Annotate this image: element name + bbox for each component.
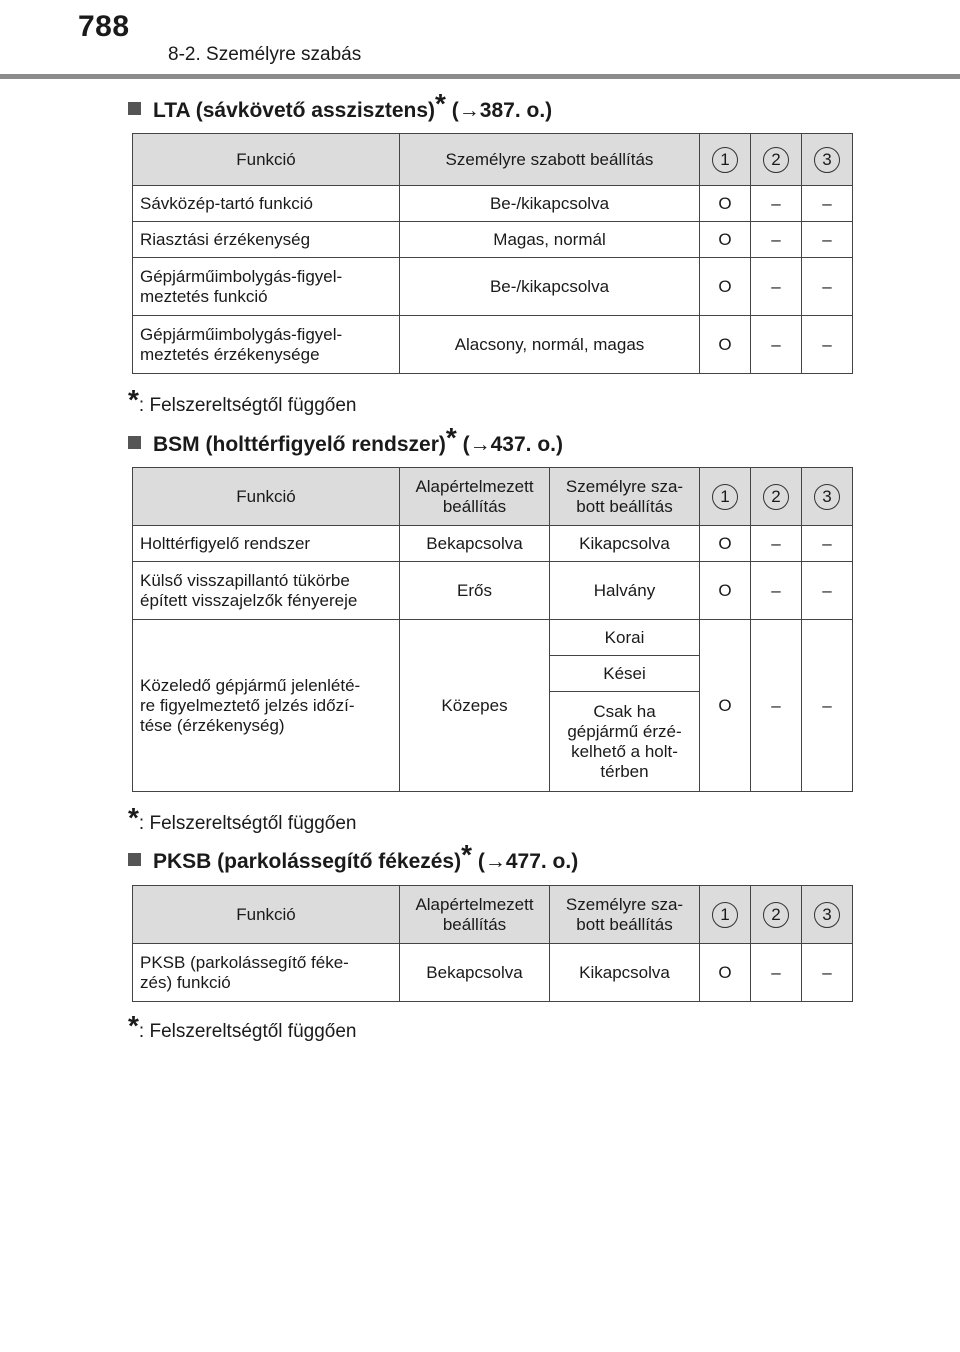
table-header-row [133,468,853,526]
cell-c1: O [700,186,751,222]
cell-default: Bekapcsolva [400,526,550,562]
cell-function: Külső visszapillantó tükörbe épített visszajelzők fényereje [133,562,400,620]
cell-c2: – [751,316,802,374]
bullet-square-icon [128,436,141,449]
header-custom-setting: Személyre szabott beállítás [400,134,700,186]
circled-1-icon: 1 [712,147,738,173]
footnote-text: : Felszereltségtől függően [138,813,357,834]
header-default: Alapértelmezett beállítás [400,886,550,944]
table-header-row [133,886,853,944]
section-heading-pksb [128,839,579,875]
footnote-text: : Felszereltségtől függően [138,1021,357,1042]
asterisk-icon: * [445,422,457,453]
cell-function: PKSB (parkolássegítő féke- zés) funkció [133,944,400,1002]
footnote-lta [128,386,356,418]
cell-c2: – [751,526,802,562]
circled-3-icon: 3 [814,484,840,510]
asterisk-icon: * [128,384,139,415]
cell-setting: Magas, normál [400,222,700,258]
cell-custom: Halvány [550,562,700,620]
cell-setting: Be-/kikapcsolva [400,258,700,316]
cell-c1: O [700,222,751,258]
circled-1-icon: 1 [712,484,738,510]
section-title: BSM (holttérfigyelő rendszer) [153,433,446,456]
table-row [133,944,853,1002]
cell-c3: – [802,562,853,620]
cell-function: Gépjárműimbolygás-figyel- meztetés érzékenysége [133,316,400,374]
header-col-3 [802,886,853,944]
cell-c2: – [751,620,802,792]
section-heading-bsm [128,422,563,458]
cell-c3: – [802,316,853,374]
cell-c2: – [751,186,802,222]
circled-2-icon: 2 [763,484,789,510]
cell-c2: – [751,258,802,316]
header-col-1 [700,134,751,186]
header-col-3 [802,134,853,186]
section-ref: (→437. o.) [456,433,563,456]
circled-3-icon: 3 [814,902,840,928]
cell-c1: O [700,944,751,1002]
cell-custom: Kikapcsolva [550,526,700,562]
lta-table [132,133,853,374]
table-row [133,620,853,656]
cell-c3: – [802,258,853,316]
table-row [133,186,853,222]
header-function: Funkció [133,886,400,944]
cell-custom: Kikapcsolva [550,944,700,1002]
cell-function: Holttérfigyelő rendszer [133,526,400,562]
cell-c3: – [802,222,853,258]
circled-1-icon: 1 [712,902,738,928]
cell-custom-option: Csak ha gépjármű érzé- kelhető a holt- térben [550,692,700,792]
chapter-title: 8-2. Személyre szabás [168,44,362,65]
header-col-2 [751,468,802,526]
section-ref: (→477. o.) [472,850,579,873]
circled-3-icon: 3 [814,147,840,173]
header-col-1 [700,468,751,526]
header-custom: Személyre sza- bott beállítás [550,886,700,944]
section-title: LTA (sávkövető asszisztens) [153,99,436,122]
cell-setting: Alacsony, normál, magas [400,316,700,374]
section-ref: (→387. o.) [445,99,553,122]
footnote-pksb [128,1012,356,1044]
cell-c3: – [802,944,853,1002]
circled-2-icon: 2 [763,902,789,928]
cell-c2: – [751,562,802,620]
header-function: Funkció [133,468,400,526]
bullet-square-icon [128,102,141,115]
cell-function: Gépjárműimbolygás-figyel- meztetés funkció [133,258,400,316]
cell-c3: – [802,186,853,222]
cell-c2: – [751,944,802,1002]
cell-function: Riasztási érzékenység [133,222,400,258]
cell-custom-option: Korai [550,620,700,656]
cell-default: Közepes [400,620,550,792]
cell-custom-option: Kései [550,656,700,692]
cell-function: Sávközép-tartó funkció [133,186,400,222]
asterisk-icon: * [128,1010,139,1041]
bullet-square-icon [128,853,141,866]
header-default: Alapértelmezett beállítás [400,468,550,526]
cell-function: Közeledő gépjármű jelenlété- re figyelmeztető jelzés időzí- tése (érzékenység) [133,620,400,792]
cell-default: Bekapcsolva [400,944,550,1002]
footnote-text: : Felszereltségtől függően [138,395,357,416]
bsm-table [132,467,853,792]
asterisk-icon: * [435,88,446,119]
cell-c1: O [700,620,751,792]
section-heading-lta [128,88,553,124]
cell-c1: O [700,316,751,374]
header-col-2 [751,886,802,944]
cell-c2: – [751,222,802,258]
cell-c3: – [802,526,853,562]
header-function: Funkció [133,134,400,186]
pksb-table [132,885,853,1002]
header-col-1 [700,886,751,944]
header-custom: Személyre sza- bott beállítás [550,468,700,526]
header-col-2 [751,134,802,186]
circled-2-icon: 2 [763,147,789,173]
cell-c1: O [700,526,751,562]
header-rule [0,74,960,79]
table-row [133,222,853,258]
table-row [133,526,853,562]
cell-c1: O [700,562,751,620]
cell-c1: O [700,258,751,316]
table-header-row [133,134,853,186]
table-row [133,562,853,620]
cell-setting: Be-/kikapcsolva [400,186,700,222]
cell-c3: – [802,620,853,792]
header-col-3 [802,468,853,526]
footnote-bsm [128,804,356,836]
table-row [133,316,853,374]
table-row [133,258,853,316]
asterisk-icon: * [461,839,473,870]
asterisk-icon: * [128,802,139,833]
page-number: 788 [78,10,130,43]
section-title: PKSB (parkolássegítő fékezés) [153,850,462,873]
cell-default: Erős [400,562,550,620]
